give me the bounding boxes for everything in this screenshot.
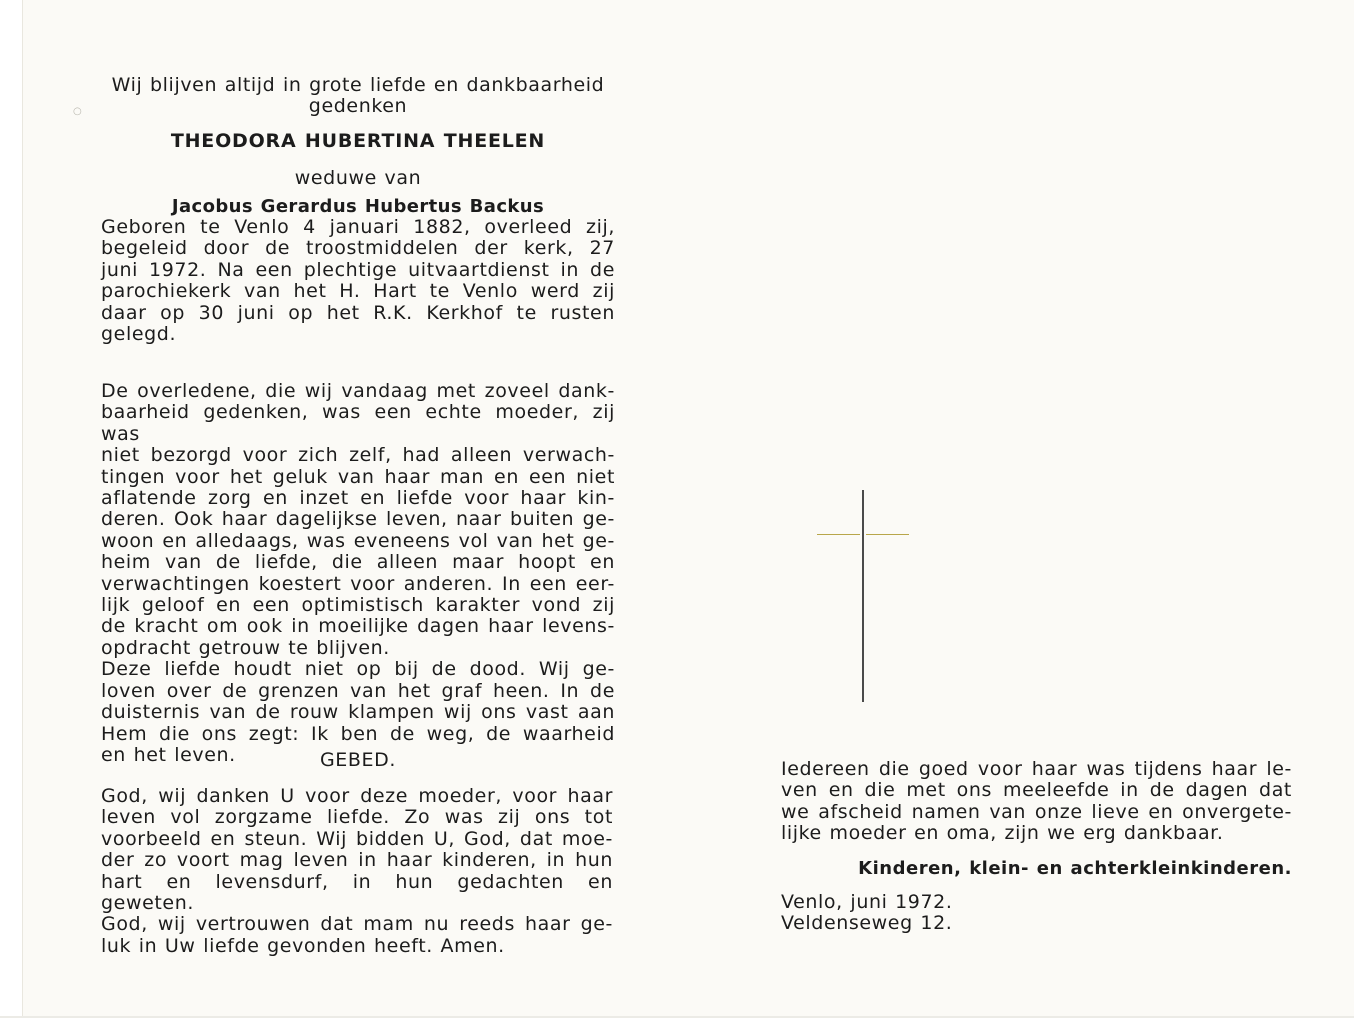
tribute-line: niet bezorgd voor zich zelf, had alleen verwach- xyxy=(101,444,615,467)
tribute-line: verwachtingen koestert voor anderen. In een eer- xyxy=(101,572,615,595)
intro-line: gedenken xyxy=(308,95,408,118)
bio-line: parochiekerk van het H. Hart te Venlo werd zij xyxy=(101,280,615,303)
tribute-line: lijk geloof en een optimistisch karakter vond zij xyxy=(101,594,615,617)
tribute-paragraph xyxy=(101,381,615,766)
cross-stem xyxy=(862,490,864,702)
tribute-line: opdracht getrouw te blijven. xyxy=(101,636,390,659)
cross-bar-right xyxy=(866,534,909,535)
prayer-line: luk in Uw liefde gevonden heeft. Amen. xyxy=(101,934,505,957)
prayer-title: GEBED. xyxy=(319,749,397,771)
bio-line: gelegd. xyxy=(101,323,177,346)
tribute-line: De overledene, die wij vandaag met zoveel dank- xyxy=(101,380,615,402)
family-signature: Kinderen, klein- en achterkleinkinderen. xyxy=(858,858,1292,879)
bio-line: daar op 30 juni op het R.K. Kerkhof te rusten xyxy=(101,301,615,324)
tribute-line: duisternis van de rouw klampen wij ons vast aan xyxy=(101,701,615,724)
widow-of-text: weduwe van xyxy=(294,167,422,189)
prayer-paragraph xyxy=(101,786,613,957)
address: Veldenseweg 12. xyxy=(781,912,953,934)
prayer-line: voorbeeld en steun. Wij bidden U, God, dat moe- xyxy=(101,827,613,850)
tribute-line: woon en alledaags, was eveneens vol van het ge- xyxy=(101,529,615,552)
thanks-paragraph xyxy=(781,759,1292,845)
prayer-line: der zo voort mag leven in haar kinderen, in hun xyxy=(101,849,613,872)
spouse-name: Jacobus Gerardus Hubertus Backus xyxy=(171,196,545,217)
thanks-line: ven en die met ons meeleefde in de dagen dat xyxy=(781,779,1292,802)
tribute-line: heim van de liefde, die alleen maar hoopt en xyxy=(101,551,615,574)
cross-bar-left xyxy=(817,534,860,535)
bio-line: Geboren te Venlo 4 januari 1882, overleed zij, xyxy=(101,216,615,238)
tribute-line: aflatende zorg en inzet en liefde voor haar kin- xyxy=(101,487,615,510)
tribute-line: baarheid gedenken, was een echte moeder, zij was xyxy=(101,401,615,445)
tribute-line: Deze liefde houdt niet op bij de dood. Wij ge- xyxy=(101,658,615,681)
place-date: Venlo, juni 1972. xyxy=(781,891,953,913)
prayer-line: hart en levensdurf, in hun gedachten en geweten. xyxy=(101,870,613,915)
deceased-name: THEODORA HUBERTINA THEELEN xyxy=(170,130,546,152)
tribute-line: tingen voor het geluk van haar man en een niet xyxy=(101,465,615,488)
prayer-line: God, wij vertrouwen dat mam nu reeds haar ge- xyxy=(101,913,613,936)
biography-paragraph xyxy=(101,217,615,345)
intro-text xyxy=(101,75,615,118)
thanks-line: we afscheid namen van onze lieve en onvergete- xyxy=(781,800,1292,823)
tribute-line: Hem die ons zegt: Ik ben de weg, de waarheid xyxy=(101,722,615,745)
tribute-line: deren. Ook haar dagelijkse leven, naar buiten ge- xyxy=(101,508,615,531)
tribute-line: en het leven. xyxy=(101,743,236,766)
thanks-line: Iedereen die goed voor haar was tijdens haar le- xyxy=(781,758,1292,780)
bio-line: begeleid door de troostmiddelen der kerk, 27 xyxy=(101,237,615,260)
intro-line: Wij blijven altijd in grote liefde en dankbaarheid xyxy=(111,74,605,96)
tribute-line: loven over de grenzen van het graf heen. In de xyxy=(101,679,615,702)
bio-line: juni 1972. Na een plechtige uitvaartdienst in de xyxy=(101,258,615,281)
paper-speck: ○ xyxy=(73,106,82,117)
prayer-line: God, wij danken U voor deze moeder, voor haar xyxy=(101,785,613,807)
thanks-line: lijke moeder en oma, zijn we erg dankbaar. xyxy=(781,822,1224,845)
tribute-line: de kracht om ook in moeilijke dagen haar levens- xyxy=(101,615,615,638)
prayer-line: leven vol zorgzame liefde. Zo was zij ons tot xyxy=(101,806,613,829)
